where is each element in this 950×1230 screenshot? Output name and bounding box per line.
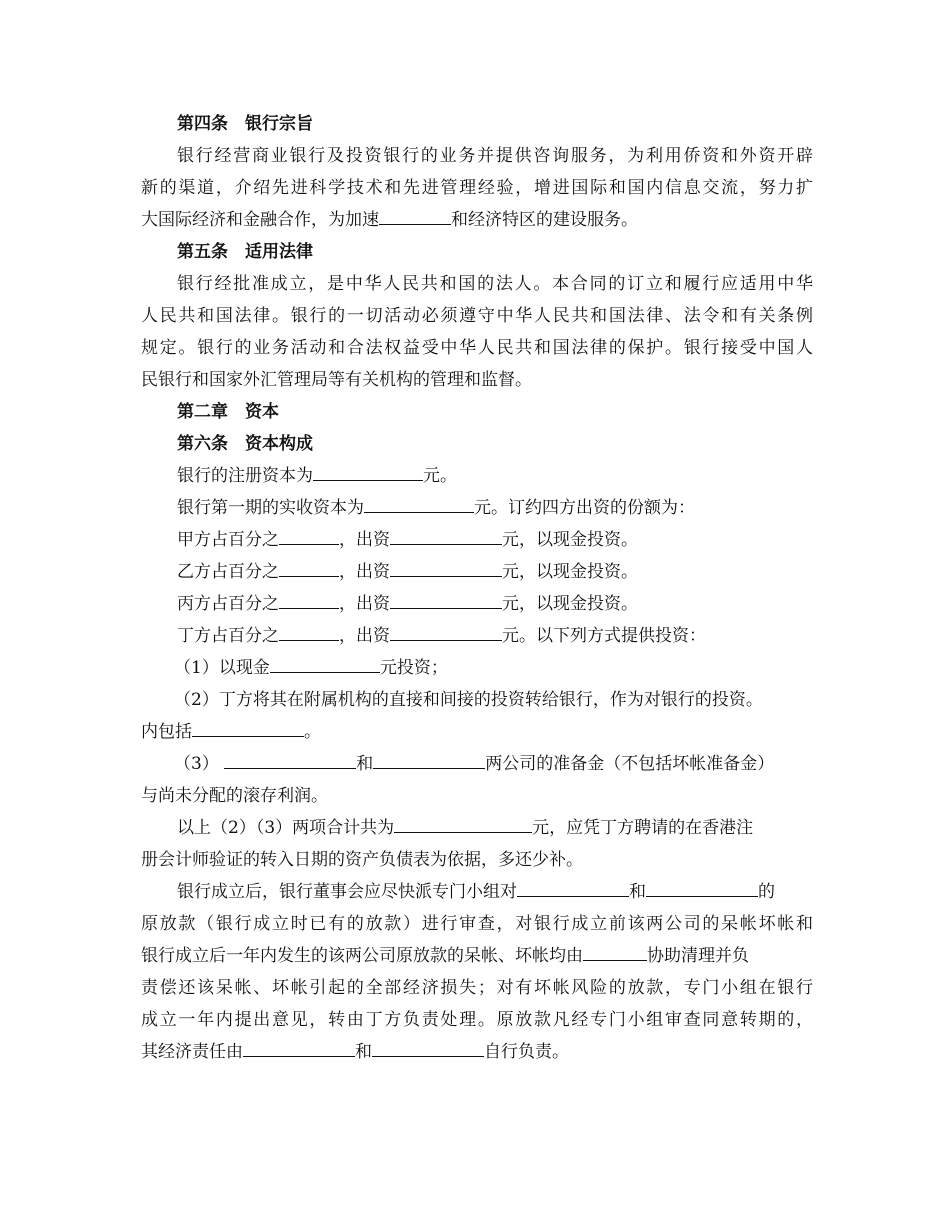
- blank-field: [517, 879, 629, 897]
- blank-field: [379, 207, 451, 225]
- review-line-3: [141, 940, 813, 972]
- blank-field: [192, 719, 304, 737]
- blank-field: [390, 591, 502, 609]
- article-5-title: 适用法律: [245, 242, 313, 262]
- item-1-text: 元投资；: [379, 658, 448, 678]
- party-d-label: 丁方占百分之: [177, 626, 279, 646]
- article-5-number: 第五条: [177, 242, 228, 262]
- review-line-6: [141, 1036, 813, 1068]
- party-b-label: 乙方占百分之: [177, 562, 279, 582]
- party-a-label: 甲方占百分之: [177, 530, 279, 550]
- blank-field: [390, 559, 502, 577]
- item-3-line-2: 与尚未分配的滚存利润。: [141, 786, 328, 806]
- party-b-text: 元，以现金投资。: [502, 562, 638, 582]
- article-4-line-1: 银行经营商业银行及投资银行的业务并提供咨询服务，为利用侨资和外资开辟: [177, 146, 813, 166]
- party-c-contribution-label: ，出资: [339, 594, 390, 614]
- total-label: 以上（2）（3）两项合计共为: [177, 818, 395, 838]
- total-line-2: 册会计师验证的转入日期的资产负债表为依据，多还少补。: [141, 850, 583, 870]
- blank-field: [394, 815, 532, 833]
- paid-capital-line: [141, 492, 813, 524]
- article-4-number: 第四条: [177, 114, 228, 134]
- item-2-includes-label: 内包括: [141, 722, 192, 742]
- item-2-line-2: [141, 716, 813, 748]
- article-4-heading: [141, 108, 813, 140]
- blank-field: [390, 527, 502, 545]
- blank-field: [224, 751, 356, 769]
- registered-capital-label: 银行的注册资本为: [177, 466, 313, 486]
- blank-field: [390, 623, 502, 641]
- article-4-line-3-text-b: 和经济特区的建设服务。: [451, 210, 638, 230]
- review-line-4: 责偿还该呆帐、坏帐引起的全部经济损失；对有坏帐风险的放款，专门小组在银行: [141, 978, 813, 998]
- blank-field: [372, 1039, 484, 1057]
- article-4-line-3-text-a: 大国际经济和金融合作，为加速: [141, 210, 379, 230]
- item-3-and: 和: [356, 754, 374, 774]
- item-3-line-1: [141, 748, 813, 780]
- blank-field: [270, 655, 380, 673]
- party-d-line: [141, 620, 813, 652]
- article-4-title: 银行宗旨: [245, 114, 313, 134]
- blank-field: [646, 879, 758, 897]
- party-a-line: [141, 524, 813, 556]
- blank-field: [279, 623, 339, 641]
- party-c-text: 元，以现金投资。: [502, 594, 638, 614]
- party-d-contribution-label: ，出资: [339, 626, 390, 646]
- blank-field: [313, 463, 423, 481]
- item-2-line-1: （2）丁方将其在附属机构的直接和间接的投资转给银行，作为对银行的投资。: [174, 690, 763, 710]
- review-line-3-text-a: 银行成立后一年内发生的该两公司原放款的呆帐、坏帐均由: [141, 946, 583, 966]
- blank-field: [583, 943, 647, 961]
- party-a-text: 元，以现金投资。: [502, 530, 638, 550]
- blank-field: [243, 1039, 355, 1057]
- total-text: 元，应凭丁方聘请的在香港注: [532, 818, 754, 838]
- item-1-label: （1）以现金: [174, 658, 270, 678]
- item-2-period: 。: [304, 722, 321, 742]
- article-5-line-3: 规定。银行的业务活动和合法权益受中华人民共和国法律的保护。银行接受中国人: [141, 338, 813, 358]
- blank-field: [279, 527, 339, 545]
- review-text-c: 的: [758, 882, 775, 902]
- article-6-heading: [141, 428, 813, 460]
- article-5-heading: [141, 236, 813, 268]
- article-6-title: 资本构成: [245, 434, 313, 454]
- article-6-number: 第六条: [177, 434, 228, 454]
- review-line-2: 原放款（银行成立时已有的放款）进行审查，对银行成立前该两公司的呆帐坏帐和: [141, 914, 813, 934]
- review-and: 和: [629, 882, 646, 902]
- item-1-line: [141, 652, 813, 684]
- review-text-a: 银行成立后，银行董事会应尽快派专门小组对: [177, 882, 517, 902]
- article-4-line-3: [141, 204, 813, 236]
- article-5-line-1: 银行经批准成立，是中华人民共和国的法人。本合同的订立和履行应适用中华: [177, 274, 813, 294]
- review-line-1: [141, 876, 813, 908]
- review-line-6-text-c: 自行负责。: [484, 1042, 569, 1062]
- party-d-text: 元。以下列方式提供投资：: [502, 626, 706, 646]
- party-c-label: 丙方占百分之: [177, 594, 279, 614]
- chapter-2-number: 第二章: [177, 402, 228, 422]
- paid-capital-text: 元。订约四方出资的份额为：: [474, 498, 695, 518]
- review-line-6-text-a: 其经济责任由: [141, 1042, 243, 1062]
- party-b-line: [141, 556, 813, 588]
- registered-capital-line: [141, 460, 813, 492]
- blank-field: [279, 591, 339, 609]
- review-line-6-and: 和: [355, 1042, 372, 1062]
- blank-field: [279, 559, 339, 577]
- chapter-2-title: 资本: [245, 402, 279, 422]
- article-4-line-2: 新的渠道，介绍先进科学技术和先进管理经验，增进国际和国内信息交流，努力扩: [141, 178, 813, 198]
- document-page: [141, 108, 813, 1068]
- paid-capital-label: 银行第一期的实收资本为: [177, 498, 364, 518]
- item-3-text: 两公司的准备金（不包括坏帐准备金）: [485, 754, 775, 774]
- review-line-3-text-b: 协助清理并负: [647, 946, 749, 966]
- blank-field: [373, 751, 485, 769]
- item-3-label: （3）: [174, 754, 219, 774]
- review-line-5: 成立一年内提出意见，转由丁方负责处理。原放款凡经专门小组审查同意转期的，: [141, 1010, 813, 1030]
- article-5-line-4: 民银行和国家外汇管理局等有关机构的管理和监督。: [141, 370, 532, 390]
- party-a-contribution-label: ，出资: [339, 530, 390, 550]
- article-5-line-2: 人民共和国法律。银行的一切活动必须遵守中华人民共和国法律、法令和有关条例: [141, 306, 813, 326]
- total-line-1: [141, 812, 813, 844]
- blank-field: [364, 495, 474, 513]
- chapter-2-heading: [141, 396, 813, 428]
- party-b-contribution-label: ，出资: [339, 562, 390, 582]
- registered-capital-unit: 元。: [423, 466, 457, 486]
- party-c-line: [141, 588, 813, 620]
